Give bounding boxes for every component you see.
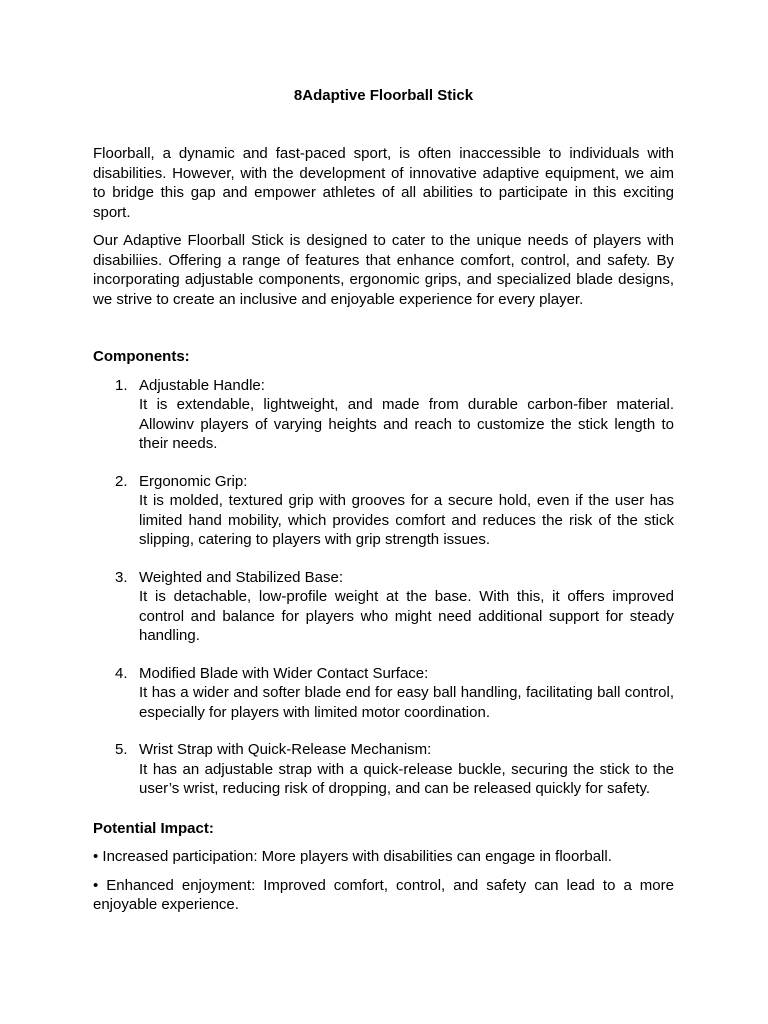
impact-item: • Enhanced enjoyment: Improved comfort, control, and safety can lead to a more enjoyable experience. [93,876,674,913]
component-name: Adjustable Handle: [139,376,265,394]
intro-paragraph: Our Adaptive Floorball Stick is designed to cater to the unique needs of players with disabiliies. Offering a range of features that enhance comfort, control, and safety. By incorporating adjustable components, ergonomic grips, and specialized blade designs, we strive to create an inclusive and enjoyable experience for every player. [93,232,674,308]
component-number: 4. [115,664,128,682]
component-name: Modified Blade with Wider Contact Surface: [139,664,429,682]
components-heading: Components: [93,348,190,365]
component-name: Weighted and Stabilized Base: [139,568,344,586]
component-description: It is extendable, lightweight, and made from durable carbon-fiber material. Allowinv players of varying heights and reach to customize the stick length to their needs. [139,396,674,452]
component-number: 5. [115,741,128,758]
impact-heading: Potential Impact: [93,819,214,837]
component-item [93,376,674,454]
component-number: 1. [115,376,128,394]
component-name: Wrist Strap with Quick-Release Mechanism: [139,741,432,758]
component-number: 3. [115,568,128,586]
impact-list [93,847,674,915]
impact-item: • Increased participation: More players with disabilities can engage in floorball. [93,848,612,865]
document-title: 8Adaptive Floorball Stick [293,87,474,104]
component-item [93,568,674,646]
intro-paragraph: Floorball, a dynamic and fast-paced sport, is often inaccessible to individuals with disabilities. However, with the development of innovative adaptive equipment, we aim to bridge this gap and empower athletes of all abilities to participate in this exciting sport. [93,145,674,221]
component-description: It is molded, textured grip with grooves for a secure hold, even if the user has limited hand mobility, which provides comfort and reduces the risk of the stick slipping, catering to players with grip strength issues. [139,492,674,548]
component-number: 2. [115,472,128,490]
component-description: It has an adjustable strap with a quick-release buckle, securing the stick to the user’s wrist, reducing risk of dropping, and can be released quickly for safety. [139,760,674,797]
component-item [93,740,674,799]
component-description: It is detachable, low-profile weight at the base. With this, it offers improved control and balance for players who might need additional support for steady handling. [139,588,674,644]
components-list [93,376,674,799]
component-description: It has a wider and softer blade end for easy ball handling, facilitating ball control, especially for players with limited motor coordination. [139,684,674,721]
component-item [93,472,674,550]
component-item [93,664,674,723]
intro-section [93,144,674,309]
component-name: Ergonomic Grip: [139,472,248,490]
